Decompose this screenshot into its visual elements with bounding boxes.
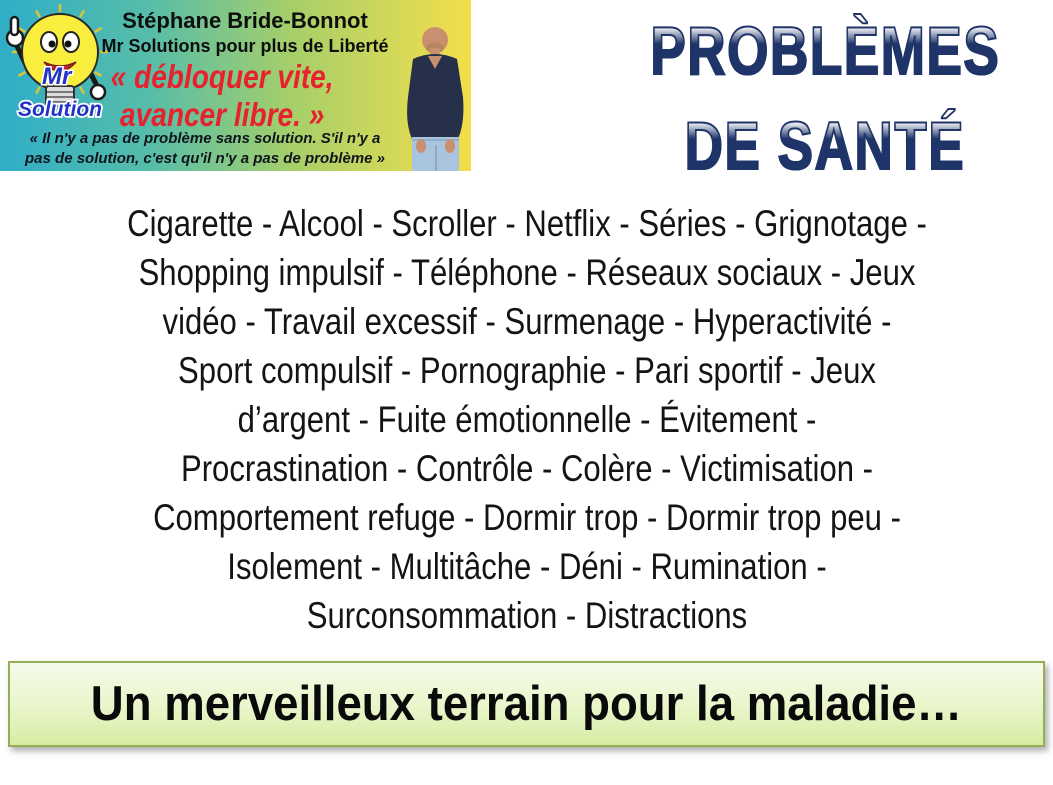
behaviors-line: Surconsommation - Distractions — [306, 595, 747, 636]
slide-title-line-2 — [600, 99, 1050, 194]
mascot-word-solution: Solution — [18, 98, 102, 120]
author-tagline: Mr Solutions pour plus de Liberté — [101, 36, 389, 56]
behaviors-list — [6, 199, 1048, 640]
brand-banner — [0, 0, 471, 171]
behaviors-line: Sport compulsif - Pornographie - Pari sportif - Jeux — [177, 350, 876, 391]
behaviors-line: Procrastination - Contrôle - Colère - Victimisation - — [180, 448, 873, 489]
slogan — [72, 58, 372, 134]
slide-title-line-1 — [600, 4, 1050, 99]
quote-line-1: « Il n'y a pas de problème sans solution. S'il n'y a — [29, 130, 381, 147]
slide-title — [600, 4, 1050, 194]
title-text-de-sante: DE SANTÉ — [685, 99, 966, 194]
author-name: Stéphane Bride-Bonnot — [122, 8, 368, 33]
slogan-line-2: avancer libre. » — [119, 96, 325, 133]
behaviors-line: Comportement refuge - Dormir trop - Dormir trop peu - — [152, 497, 901, 538]
title-text-problemes: PROBLÈMES — [650, 4, 1000, 99]
conclusion-text: Un merveilleux terrain pour la maladie… — [90, 677, 963, 731]
quote-line-2: pas de solution, c'est qu'il n'y a pas de problème » — [25, 149, 385, 167]
behaviors-line: Cigarette - Alcool - Scroller - Netflix - Séries - Grignotage - — [126, 203, 927, 244]
behaviors-line: vidéo - Travail excessif - Surmenage - Hyperactivité - — [162, 301, 891, 342]
slogan-line-1: « débloquer vite, — [110, 58, 334, 95]
conclusion-box — [8, 661, 1045, 747]
behaviors-line: Isolement - Multitâche - Déni - Rumination - — [226, 546, 827, 587]
mascot-word-mr: Mr — [42, 63, 72, 90]
behaviors-line: Shopping impulsif - Téléphone - Réseaux sociaux - Jeux — [138, 252, 915, 293]
behaviors-line: d’argent - Fuite émotionnelle - Évitement - — [237, 399, 816, 440]
banner-quote — [3, 129, 407, 168]
author-photo — [393, 19, 475, 171]
